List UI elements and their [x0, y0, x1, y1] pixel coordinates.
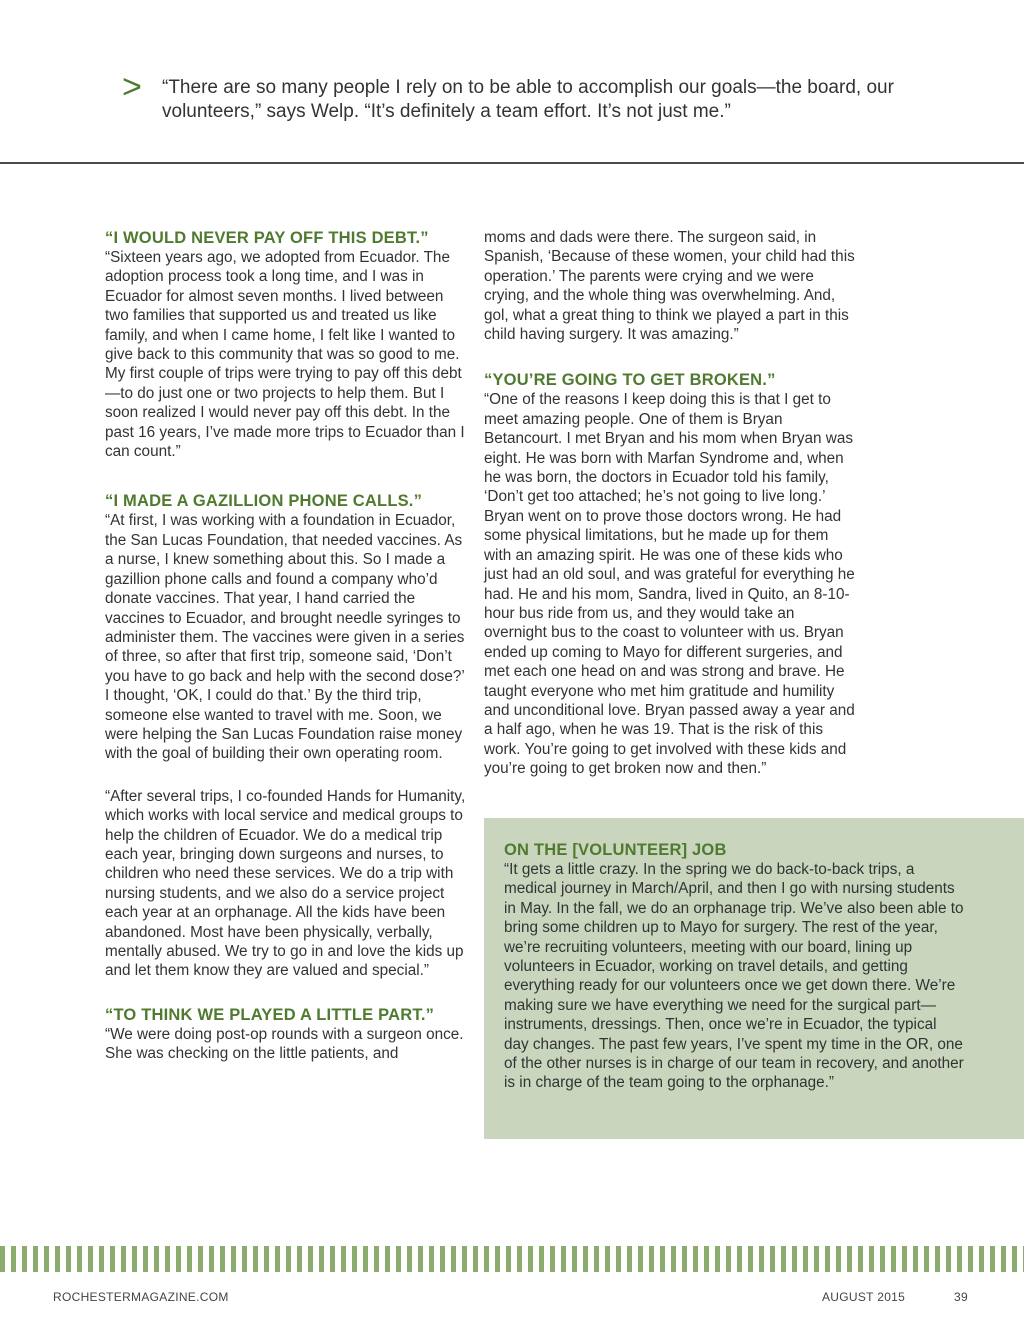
decorative-stripe-bar: [0, 1246, 1024, 1272]
section-heading-broken: “YOU’RE GOING TO GET BROKEN.”: [484, 371, 776, 390]
volunteer-job-sidebar: [484, 818, 1024, 1139]
section-body-broken: “One of the reasons I keep doing this is that I get to meet amazing people. One of them is Bryan Betancourt. I met Bryan and his mom when Bryan was eight. He was born with Marfan Syndrome and, when he was born, the doctors in Ecuador told his family, ‘Don’t get too attached; he’s not going to live long.’ Bryan went on to prove those doctors wrong. He had some physical limitations, but he made up for them with an amazing spirit. He was one of these kids who just had an old soul, and was grateful for everything he had. He and his mom, Sandra, lived in Quito, an 8-10-hour bus ride from us, and they would take an overnight bus to the coast to volunteer with us. Bryan ended up coming to Mayo for different surgeries, and met each one head on and was strong and brave. He taught everyone who met him gratitude and humility and unconditional love. Bryan passed away a year and a half ago, when he was 19. That is the risk of this work. You’re going to get involved with these kids and you’re going to get broken now and then.”: [484, 391, 855, 778]
footer-website: ROCHESTERMAGAZINE.COM: [53, 1290, 229, 1304]
pull-quote: [0, 0, 1024, 164]
section-body-phone-calls: “At first, I was working with a foundation in Ecuador, the San Lucas Foundation, that needed vaccines. As a nurse, I knew something about this. So I made a gazillion phone calls and found a company who’d donate vaccines. That year, I hand carried the vaccines to Ecuador, and brought needle syringes to administer them. The vaccines were given in a series of three, so after that first trip, someone said, ‘Don’t you have to go back and help with the second dose?’ I thought, ‘OK, I could do that.’ By the third trip, someone else wanted to travel with me. Soon, we were helping the San Lucas Foundation raise money with the goal of building their own operating room.: [105, 512, 465, 763]
sidebar-body: “It gets a little crazy. In the spring we do back-to-back trips, a medical journey in March/April, and then I go with nursing students in May. In the fall, we do an orphanage trip. We’ve also been able to bring some children up to Mayo for surgery. The rest of the year, we’re recruiting volunteers, meeting with our board, lining up volunteers in Ecuador, working on travel details, and getting everything ready for our volunteers once we get down there. We’re making sure we have everything we need for the surgical part—instruments, dressings. Then, once we’re in Ecuador, the typical day changes. The past few years, I’ve spent my time in the OR, one of the other nurses is in charge of our team in recovery, and another is in charge of the team going to the orphanage.”: [504, 861, 964, 1092]
right-column: [484, 228, 856, 779]
section-heading-little-part: “TO THINK WE PLAYED A LITTLE PART.”: [105, 1005, 435, 1024]
pull-quote-text: “There are so many people I rely on to be able to accomplish our goals—the board, our volunteers,” says Welp. “It’s definitely a team effort. It’s not just me.”: [162, 77, 894, 122]
section-body-hands-for-humanity: “After several trips, I co-founded Hands for Humanity, which works with local service and medical groups to help the children of Ecuador. We do a medical trip each year, bringing down surgeons and nurses, to children who need these services. We do a trip with nursing students, and we also do a service project each year at an orphanage. All the kids have been abandoned. Most have been physically, verbally, mentally abused. We try to go in and love the kids up and let them know they are valued and special.”: [105, 787, 466, 980]
chevron-right-icon: >: [122, 68, 142, 106]
left-column: [105, 228, 471, 1064]
page-number: 39: [954, 1290, 968, 1304]
continued-text: moms and dads were there. The surgeon said, in Spanish, ‘Because of these women, your child had this operation.’ The parents were crying and we were crying, and the whole thing was overwhelming. And, gol, what a great thing to think we played a part in this child having surgery. It was amazing.”: [484, 229, 855, 344]
footer-issue-date: AUGUST 2015: [822, 1290, 906, 1304]
sidebar-heading: ON THE [VOLUNTEER] JOB: [504, 841, 727, 859]
section-body-debt: “Sixteen years ago, we adopted from Ecuador. The adoption process took a long time, and I was in Ecuador for almost seven months. I lived between two families that supported us and treated us like family, and when I came home, I felt like I wanted to give back to this community that was so good to me. My first couple of trips were trying to pay off this debt—to do just one or two projects to help them. But I soon realized I would never pay off this debt. In the past 16 years, I’ve made more trips to Ecuador than I can count.”: [105, 249, 465, 461]
section-heading-debt: “I WOULD NEVER PAY OFF THIS DEBT.”: [105, 229, 429, 247]
section-heading-phone-calls: “I MADE A GAZILLION PHONE CALLS.”: [105, 492, 423, 511]
section-body-little-part: “We were doing post-op rounds with a surgeon once. She was checking on the little patients, and: [105, 1025, 464, 1063]
